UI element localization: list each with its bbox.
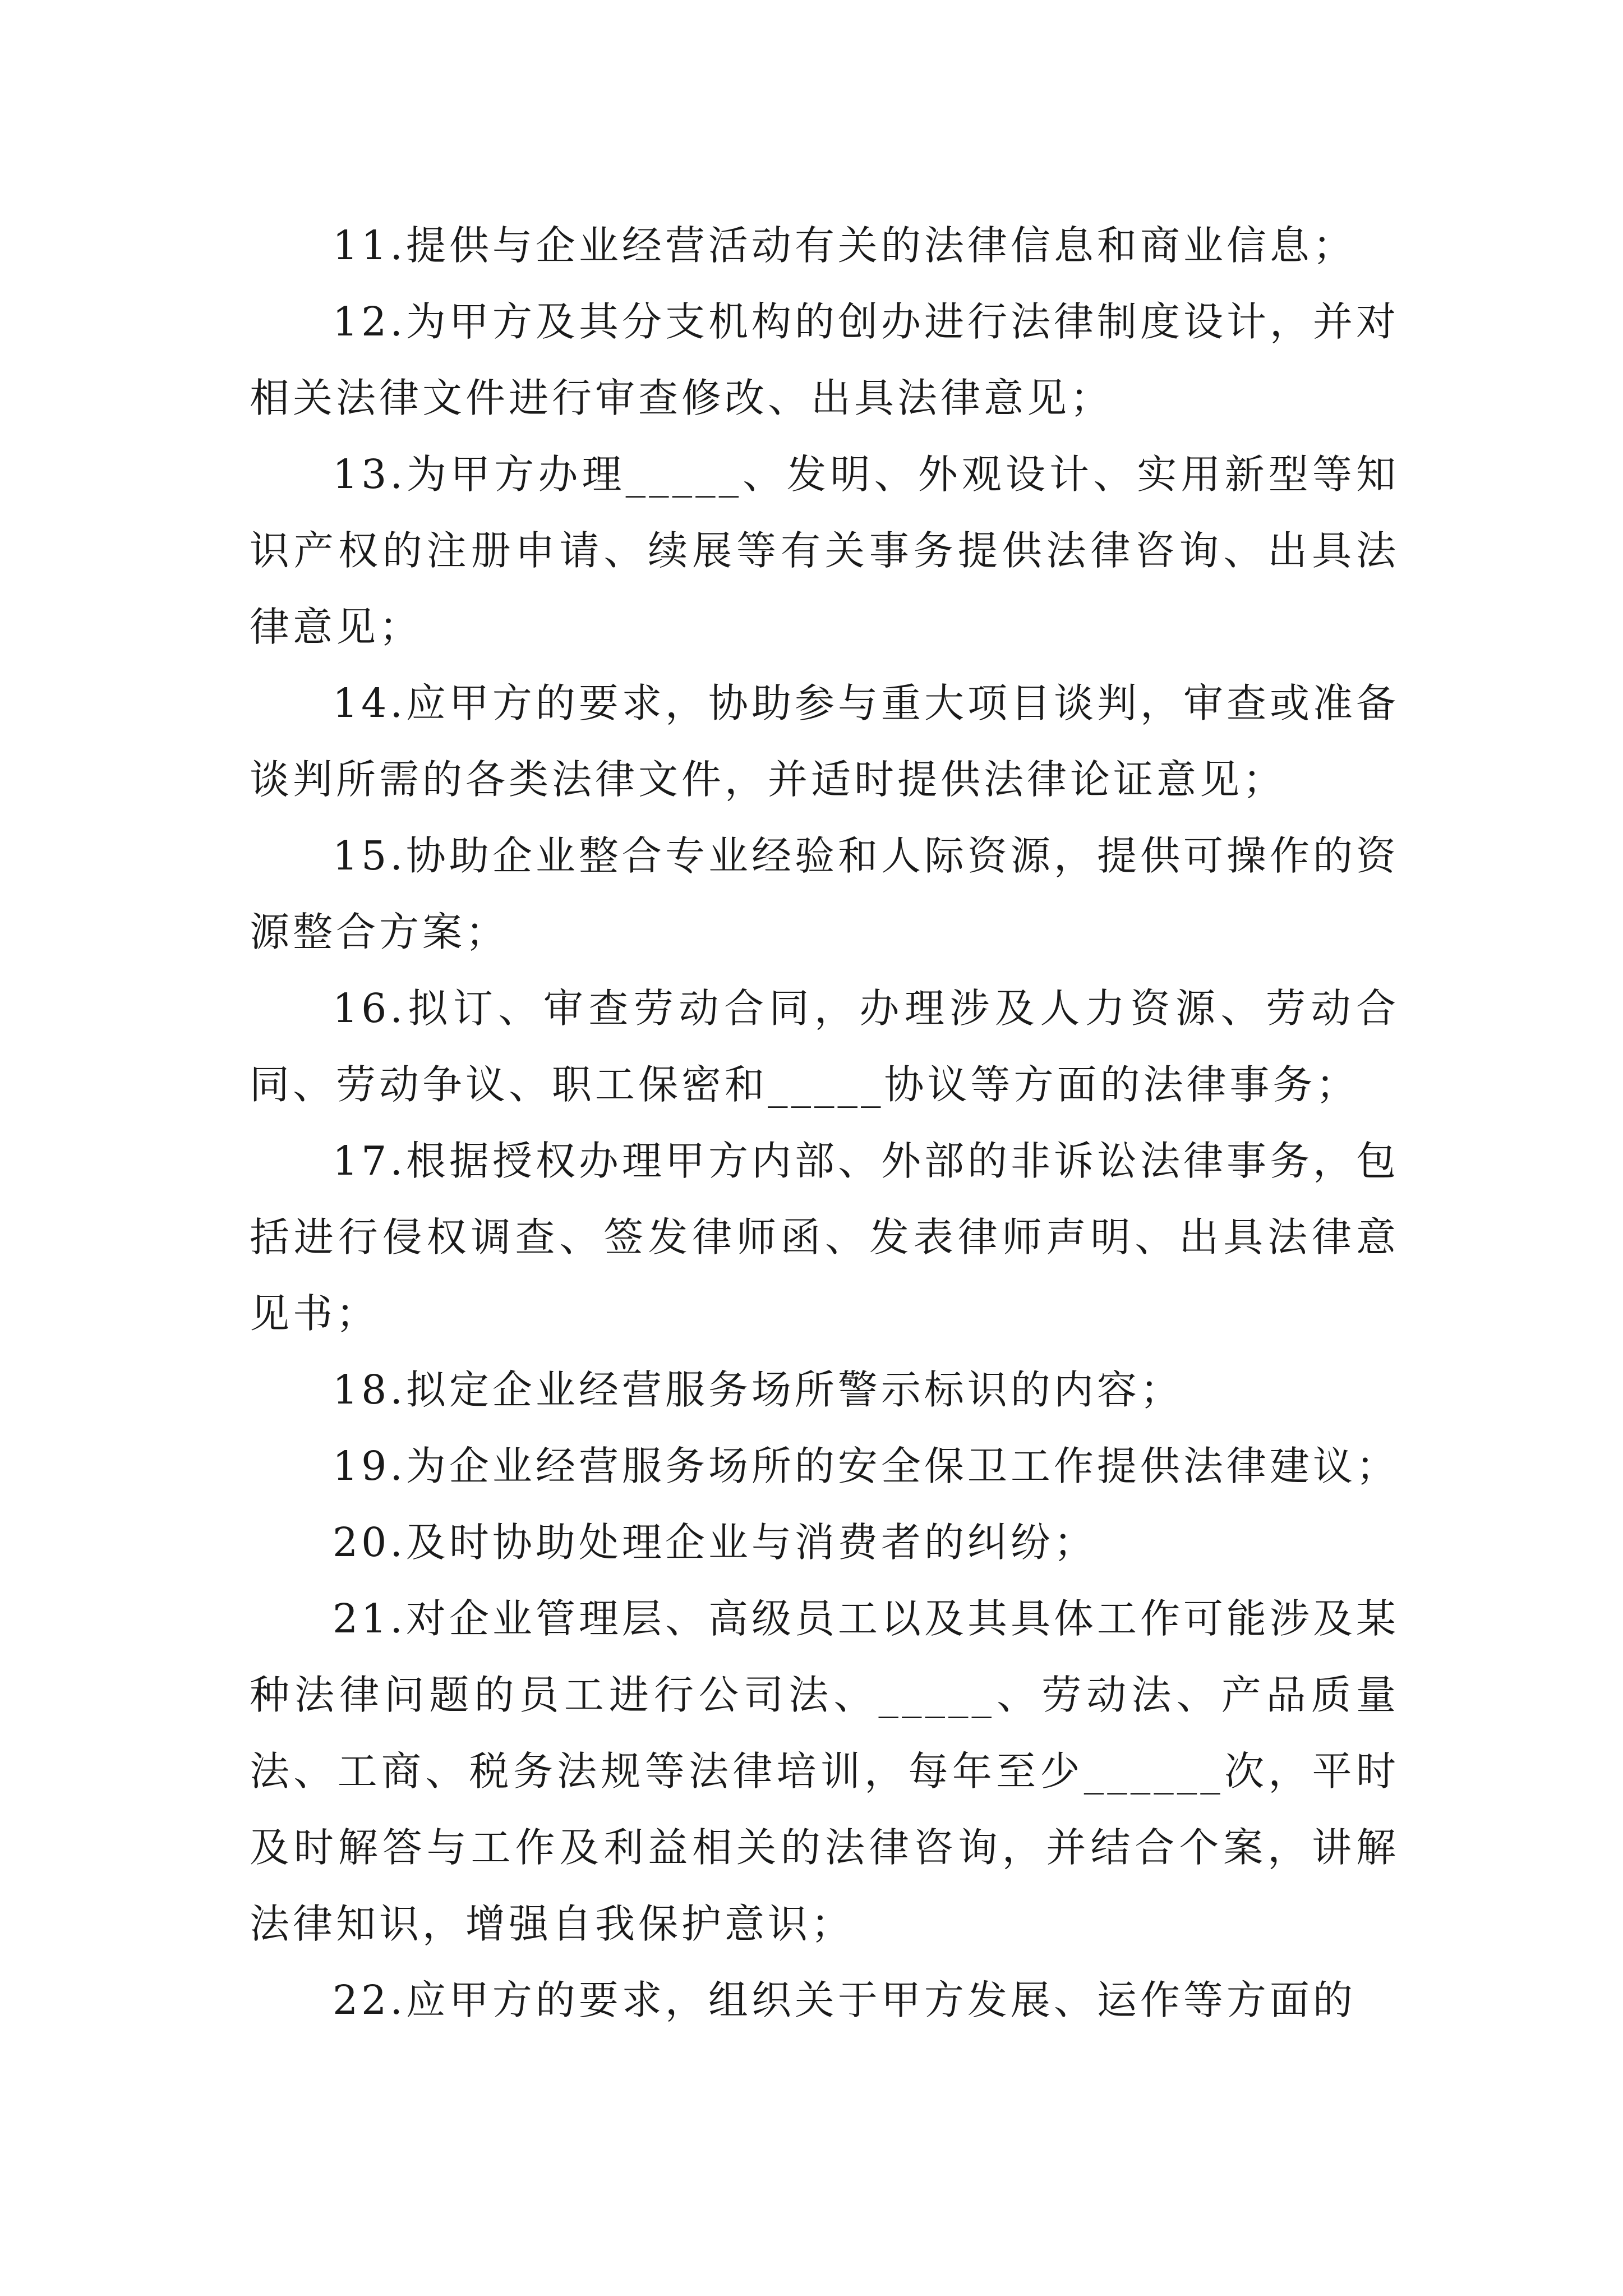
paragraph-item-13: 13.为甲方办理_____、发明、外观设计、实用新型等知识产权的注册申请、续展等有关事务提供法律咨询、出具法律意见； (250, 451, 1399, 650)
document-body (250, 208, 1399, 2039)
paragraph-item-16: 16.拟订、审查劳动合同，办理涉及人力资源、劳动合同、劳动争议、职工保密和_____协议等方面的法律事务； (250, 985, 1399, 1108)
paragraph-item-20: 20.及时协助处理企业与消费者的纠纷； (333, 1519, 1097, 1566)
paragraph-item-17: 17.根据授权办理甲方内部、外部的非诉讼法律事务，包括进行侵权调查、签发律师函、发表律师声明、出具法律意见书； (250, 1138, 1399, 1337)
paragraph-item-22: 22.应甲方的要求，组织关于甲方发展、运作等方面的 (333, 1977, 1356, 2023)
paragraph-item-12: 12.为甲方及其分支机构的创办进行法律制度设计，并对相关法律文件进行审查修改、出具法律意见； (250, 298, 1399, 421)
paragraph-item-21: 21.对企业管理层、高级员工以及其具体工作可能涉及某种法律问题的员工进行公司法、_____、劳动法、产品质量法、工商、税务法规等法律培训，每年至少______次，平时及时解答与工作及利益相关的法律咨询，并结合个案，讲解法律知识，增强自我保护意识； (250, 1595, 1399, 1947)
paragraph-item-19: 19.为企业经营服务场所的安全保卫工作提供法律建议； (333, 1443, 1399, 1489)
paragraph-item-18: 18.拟定企业经营服务场所警示标识的内容； (333, 1366, 1183, 1413)
paragraph-item-14: 14.应甲方的要求，协助参与重大项目谈判，审查或准备谈判所需的各类法律文件，并适时提供法律论证意见； (250, 680, 1399, 803)
paragraph-item-11: 11.提供与企业经营活动有关的法律信息和商业信息； (333, 222, 1356, 269)
paragraph-item-15: 15.协助企业整合专业经验和人际资源，提供可操作的资源整合方案； (250, 832, 1399, 955)
